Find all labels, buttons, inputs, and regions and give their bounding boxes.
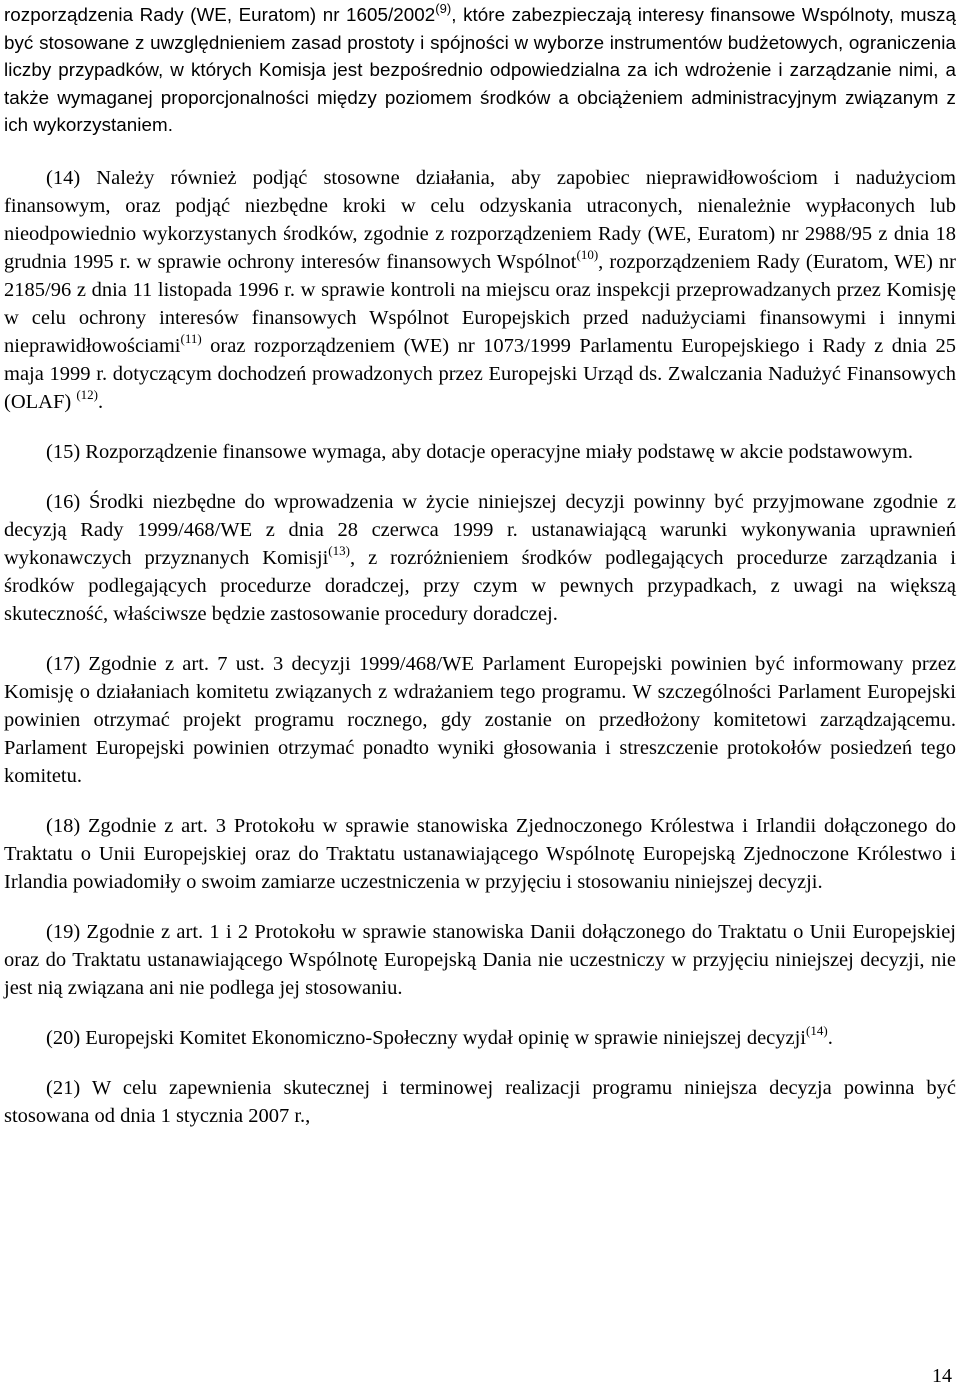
recital-17: (17) Zgodnie z art. 7 ust. 3 decyzji 1999/468/WE Parlament Europejski powinien być informowany przez Komisję o działaniach komitetu związanych z wdrażaniem tego programu. W szczególności Parlament Europejski powinien otrzymać projekt programu rocznego, gdy zostanie on przedłożony komitetowi zarządzającemu. Parlament Europejski powinien otrzymać ponadto wyniki głosowania i streszczenie protokołów posiedzeń tego komitetu. [4, 652, 956, 787]
footnote-ref-13: (13) [328, 543, 350, 559]
recital-20 [4, 1024, 956, 1052]
recital-18: (18) Zgodnie z art. 3 Protokołu w sprawie stanowiska Zjednoczonego Królestwa i Irlandii dołączonego do Traktatu o Unii Europejskiej oraz do Traktatu ustanawiającego Wspólnotę Europejską Zjednoczone Królestwo i Irlandia powiadomiły o swoim zamiarze uczestniczenia w przyjęciu i stosowaniu niniejszej decyzji. [4, 814, 956, 893]
recital-14 [4, 164, 956, 416]
recital-14-text-2: , rozporządzeniem Rady (Euratom, WE) nr 2185/96 z dnia 11 listopada 1996 r. w sprawie kontroli na miejscu oraz inspekcji przeprowadzanych przez Komisję w celu ochrony interesów finansowych Wspólnot Europejskich przed nadużyciami finansowymi i innymi nieprawidłowościami [4, 250, 956, 357]
recital-14-text-1: (14) Należy również podjąć stosowne działania, aby zapobiec nieprawidłowościom i nadużyciom finansowym, oraz podjąć niezbędne kroki w celu odzyskania utraconych, nienależnie wypłaconych lub nieodpowiednio wykorzystanych środków, zgodnie z rozporządzeniem Rady (WE, Euratom) nr 2988/95 z dnia 18 grudnia 1995 r. w sprawie ochrony interesów finansowych Wspólnot [4, 166, 956, 273]
page-number: 14 [932, 1365, 952, 1387]
recital-21: (21) W celu zapewnienia skutecznej i terminowej realizacji programu niniejsza decyzja powinna być stosowana od dnia 1 stycznia 2007 r., [4, 1076, 956, 1127]
intro-text-2: , które zabezpieczają interesy finansowe Wspólnoty, muszą być stosowane z uwzględnieniem zasad prostoty i spójności w wyborze instrumentów budżetowych, ograniczenia liczby przypadków, w których Komisja jest bezpośrednio odpowiedzialna za ich wdrożenie i zarządzanie nimi, a także wymaganej proporcjonalności między poziomem środków a obciążeniem administracyjnym związanym z ich wykorzystaniem. [4, 4, 956, 136]
footnote-ref-12: (12) [76, 387, 98, 403]
recital-15: (15) Rozporządzenie finansowe wymaga, aby dotacje operacyjne miały podstawę w akcie podstawowym. [46, 440, 913, 463]
recital-20-text-1: (20) Europejski Komitet Ekonomiczno-Społeczny wydał opinię w sprawie niniejszej decyzji [46, 1026, 807, 1049]
footnote-ref-14: (14) [806, 1023, 828, 1039]
intro-text-1: rozporządzenia Rady (WE, Euratom) nr 1605/2002 [4, 4, 436, 25]
recital-16 [4, 488, 956, 628]
footnote-ref-10: (10) [576, 247, 599, 263]
recital-16-text-1: (16) Środki niezbędne do wprowadzenia w życie niniejszej decyzji powinny być przyjmowane zgodnie z decyzją Rady 1999/468/WE z dnia 28 czerwca 1999 r. ustanawiającą warunki wykonywania uprawnień wykonawczych przyznanych Komisji [4, 490, 956, 569]
footnote-ref-11: (11) [180, 331, 202, 347]
intro-paragraph [4, 1, 956, 139]
recital-14-text-4: . [97, 390, 104, 413]
recital-19: (19) Zgodnie z art. 1 i 2 Protokołu w sprawie stanowiska Danii dołączonego do Traktatu o Unii Europejskiej oraz do Traktatu ustanawiającego Wspólnotę Europejską Dania nie uczestniczy w przyjęciu niniejszej decyzji, nie jest nią związana ani nie podlega jej stosowaniu. [4, 920, 956, 999]
recital-16-text-2: , z rozróżnieniem środków podlegających procedurze zarządzania i środków podlegających procedurze doradczej, przy czym w pewnych przypadkach, z uwagi na większą skuteczność, właściwsze będzie zastosowanie procedury doradczej. [4, 546, 957, 625]
footnote-ref-9: (9) [435, 0, 452, 16]
recital-20-text-2: . [827, 1026, 833, 1049]
recital-14-text-3: oraz rozporządzeniem (WE) nr 1073/1999 Parlamentu Europejskiego i Rady z dnia 25 maja 1999 r. dotyczącym dochodzeń prowadzonych przez Europejski Urząd ds. Zwalczania Nadużyć Finansowych (OLAF) [4, 334, 956, 413]
